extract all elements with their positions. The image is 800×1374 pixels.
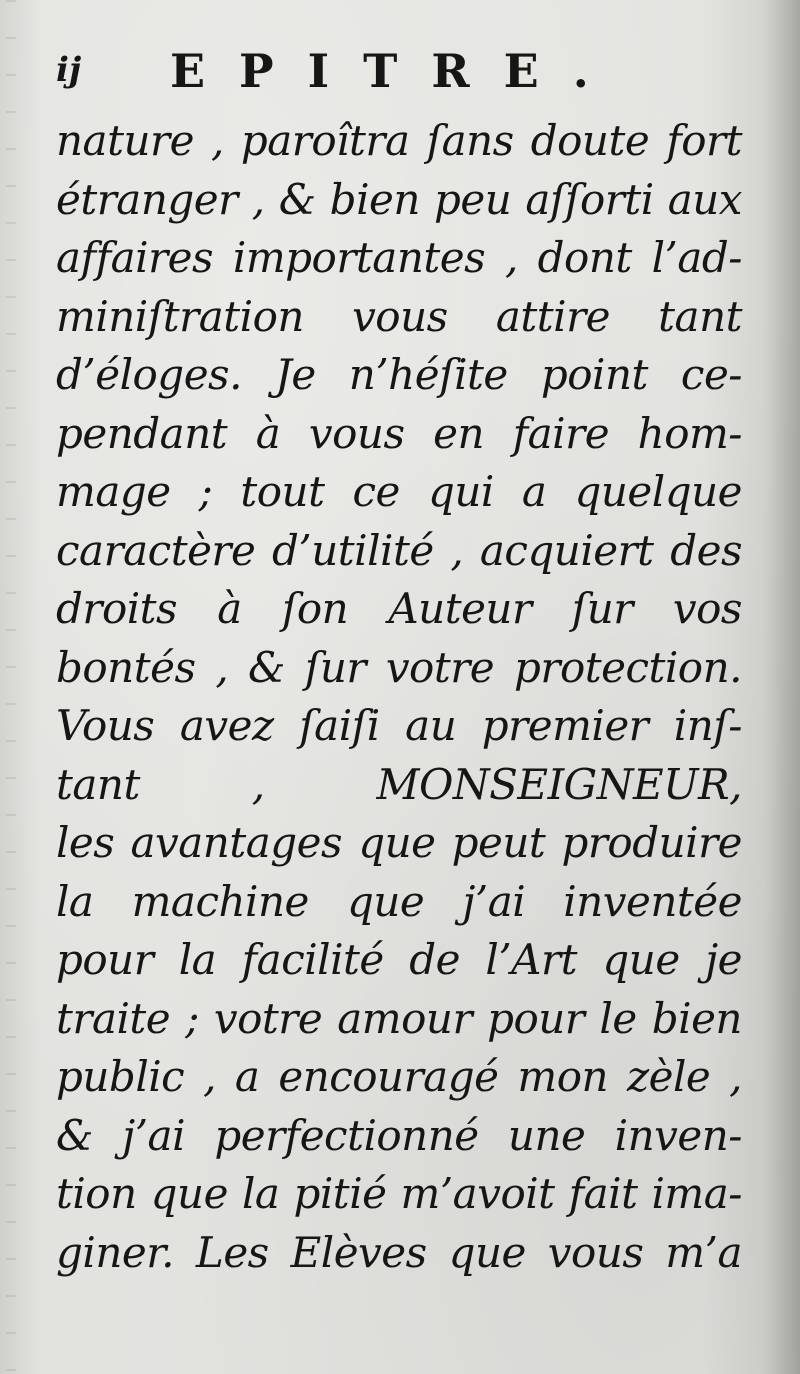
text-line: mage ; tout ce qui a quelque xyxy=(56,467,742,516)
page-folio: ij xyxy=(56,50,82,90)
text-line: traite ; votre amour pour le bien xyxy=(56,993,742,1043)
running-head: EPITRE. xyxy=(170,44,623,98)
text-line: pendant à vous en faire hom- xyxy=(56,408,742,458)
text-line: miniſtration vous attire tant xyxy=(56,291,742,341)
text-line: droits à ſon Auteur ſur vos xyxy=(56,584,742,633)
text-line: public , a encouragé mon zèle , xyxy=(56,1052,742,1101)
text-line: nature , paroîtra ſans doute fort xyxy=(56,116,742,165)
gutter-shadow xyxy=(762,0,800,1374)
text-line: caractère d’utilité , acquiert des xyxy=(56,525,742,575)
page-header xyxy=(52,44,742,104)
text-line: bontés , & ſur votre protection. xyxy=(56,642,742,692)
text-line: & j’ai perfectionné une inven- xyxy=(56,1110,742,1160)
text-line: giner. Les Elèves que vous m’a xyxy=(56,1227,742,1277)
page-edge-texture xyxy=(6,0,16,1374)
text-line: d’éloges. Je n’héſite point ce- xyxy=(56,350,742,399)
text-line: la machine que j’ai inventée xyxy=(56,876,742,926)
text-line: Vous avez ſaiſi au premier inſ- xyxy=(56,701,742,750)
text-line: les avantages que peut produire xyxy=(56,818,742,867)
text-line: tion que la pitié m’avoit fait ima- xyxy=(56,1169,742,1218)
text-line: tant , MONSEIGNEUR, xyxy=(56,759,742,809)
body-text xyxy=(56,112,746,1282)
text-line: affaires importantes , dont l’ad- xyxy=(56,233,742,282)
text-line: pour la facilité de l’Art que je xyxy=(56,935,742,984)
text-line: étranger , & bien peu aſſorti aux xyxy=(56,174,742,224)
